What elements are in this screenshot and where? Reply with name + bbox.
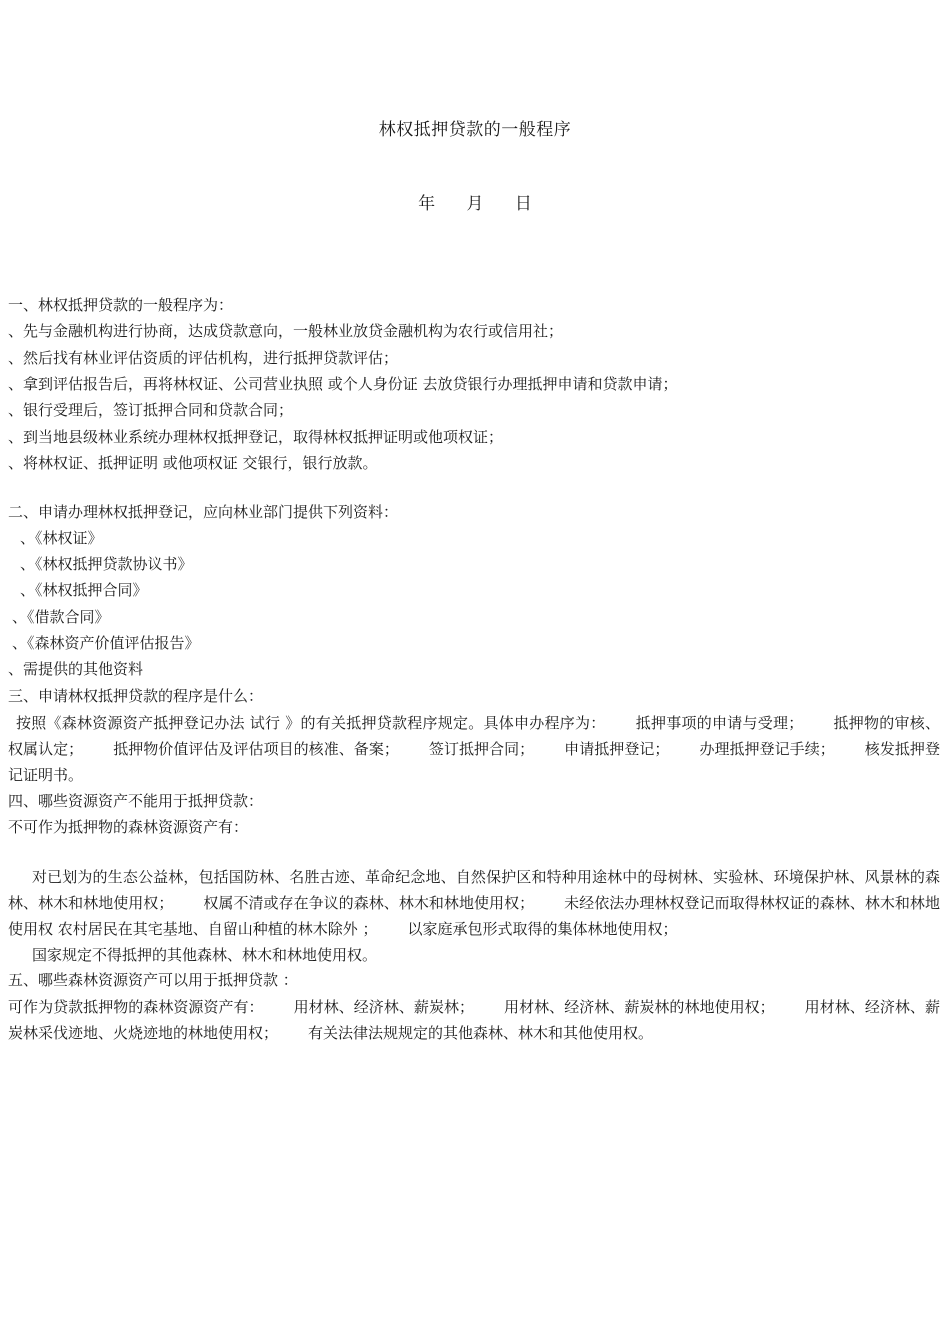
section-2-item: 、《林权抵押合同》 (20, 581, 148, 599)
section-3-paragraph (8, 710, 940, 788)
section-5-item: 用材林、经济林、薪炭林的林地使用权； (504, 998, 775, 1016)
section-3-step: 抵押物的审核、权属认定； (8, 714, 940, 758)
section-2-item: 、《借款合同》 (12, 608, 110, 626)
date-day: 日 (514, 194, 532, 214)
section-1-item: 、拿到评估报告后，再将林权证、公司营业执照 或个人身份证 去放贷银行办理抵押申请和贷款申请； (8, 375, 678, 393)
section-5-heading: 五、哪些森林资源资产可以用于抵押贷款 ： (8, 971, 298, 989)
section-4-heading: 四、哪些资源资产不能用于抵押贷款： (8, 792, 264, 810)
section-3-step: 核发抵押登记证明书。 (8, 740, 940, 784)
section-4-paragraph (8, 864, 940, 968)
section-5-lead: 可作为贷款抵押物的森林资源资产有： (8, 998, 264, 1016)
section-4-item: 以家庭承包形式取得的集体林地使用权； (407, 920, 678, 938)
section-1-item: 、然后找有林业评估资质的评估机构，进行抵押贷款评估； (8, 349, 399, 367)
section-3-step: 抵押事项的申请与受理； (635, 714, 804, 732)
section-5-item: 有关法律法规规定的其他森林、林木和其他使用权。 (308, 1024, 654, 1042)
section-5-item: 用材林、经济林、薪炭林采伐迹地、火烧迹地的林地使用权； (8, 998, 940, 1042)
section-1-item: 、到当地县级林业系统办理林权抵押登记，取得林权抵押证明或他项权证； (8, 428, 504, 446)
section-1-item: 、先与金融机构进行协商，达成贷款意向，一般林业放贷金融机构为农行或信用社； (8, 322, 564, 340)
section-2-item: 、《森林资产价值评估报告》 (12, 634, 200, 652)
section-4-item: 未经依法办理林权登记而取得林权证的森林、林木和林地使用权 农村居民在其宅基地、自留山种植的林木除外 ； (8, 894, 940, 938)
section-1-item: 、银行受理后，签订抵押合同和贷款合同； (8, 401, 294, 419)
section-4-lead: 不可作为抵押物的森林资源资产有： (8, 818, 249, 836)
section-3-step: 签订抵押合同； (428, 740, 535, 758)
section-3-step: 申请抵押登记； (564, 740, 670, 758)
section-2-heading: 二、申请办理林权抵押登记，应向林业部门提供下列资料： (8, 503, 399, 521)
date-year: 年 (418, 194, 436, 214)
section-5-item: 用材林、经济林、薪炭林； (293, 998, 475, 1016)
section-4-item: 权属不清或存在争议的森林、林木和林地使用权； (203, 894, 535, 912)
date-month: 月 (466, 194, 484, 214)
section-5-paragraph (8, 994, 940, 1046)
section-4-item: 对已划为的生态公益林，包括国防林、名胜古迹、革命纪念地、自然保护区和特种用途林中的母树林、实验林、环境保护林、风景林的森林、林木和林地使用权； (8, 868, 940, 912)
date-line (0, 189, 950, 214)
section-2-item: 、《林权证》 (20, 529, 103, 547)
section-1-item: 、将林权证、抵押证明 或他项权证 交银行，银行放款。 (8, 454, 378, 472)
section-3-intro: 按照《森林资源资产抵押登记办法 试行 》的有关抵押贷款程序规定。具体申办程序为： (16, 714, 606, 732)
document-title: 林权抵押贷款的一般程序 (378, 120, 572, 140)
section-2-item: 、需提供的其他资料 (8, 660, 144, 678)
section-2-item: 、《林权抵押贷款协议书》 (20, 555, 193, 573)
section-3-heading: 三、申请林权抵押贷款的程序是什么： (8, 687, 264, 705)
section-4-item: 国家规定不得抵押的其他森林、林木和林地使用权。 (32, 946, 378, 964)
section-3-step: 办理抵押登记手续； (699, 740, 835, 758)
section-1-heading: 一、林权抵押贷款的一般程序为： (8, 296, 234, 314)
section-3-step: 抵押物价值评估及评估项目的核准、备案； (113, 740, 399, 758)
